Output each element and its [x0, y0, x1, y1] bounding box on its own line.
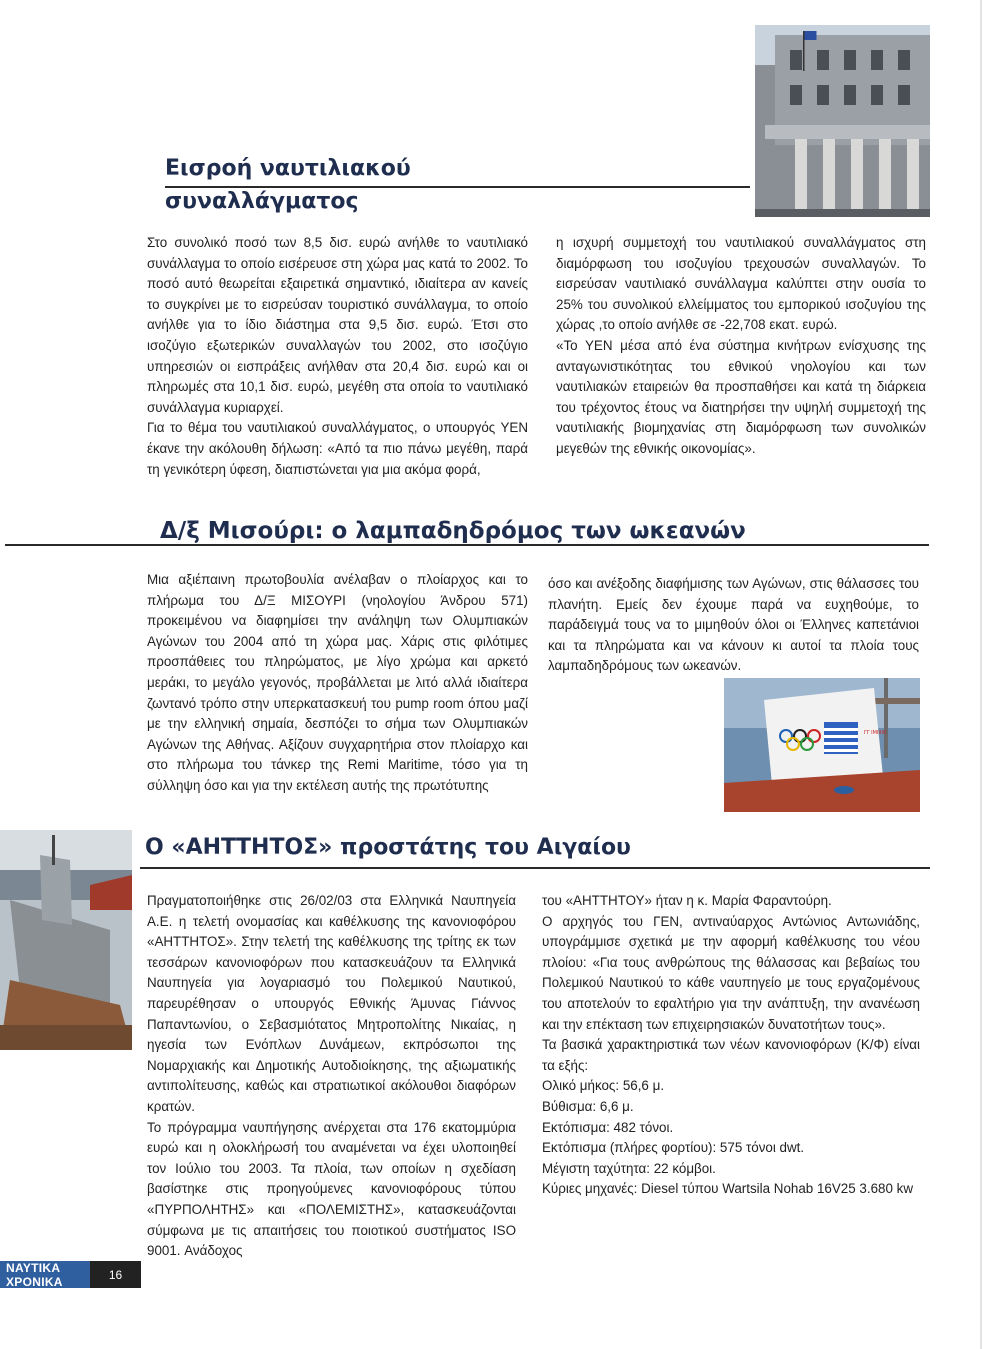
section1-left-p1: Στο συνολικό ποσό των 8,5 δισ. ευρώ ανήλθε το ναυτιλιακό συνάλλαγμα το οποίο εισέρευσε στη χώρα μας κατά το 2002. Το ποσό αυτό θεωρείται εξαιρετικά σημαντικό, ιδιαίτερα αν κανείς το συγκρίνει με το εισρεύσαν τουριστικό συνάλλαγμα, το οποίο ανήλθε για το ίδιο διάστημα στα 9,5 δισ. ευρώ. Έτσι στο ισοζύγιο εξωτερικών συναλλαγών του 2002, στο ισοζύγιο υπηρεσιών οι εισπράξεις ανήλθαν στα 20,4 δισ. ευρώ και οι πληρωμές στα 10,1 δισ. ευρώ, μεγέθη στα οποία το ναυτιλιακό συνάλλαγμα κυριαρχεί. — [147, 235, 528, 415]
section2-rule — [5, 544, 929, 546]
section1-right-p1: η ισχυρή συμμετοχή του ναυτιλιακού συναλλάγματος στη διαμόρφωση του ισοζυγίου τρεχουσών συναλλαγών. Το εισρεύσαν ναυτιλιακό συνάλλαγμα καλύπτει στην ουσία το 25% του συνολικού ελλείμματος του εμπορικού ισοζυγίου της χώρας ,το οποίο ανήλθε σε -22,708 εκατ. ευρώ. — [556, 235, 926, 333]
section2-left-p1: Μια αξιέπαινη πρωτοβουλία ανέλαβαν ο πλοίαρχος και το πλήρωμα του Δ/Ξ ΜΙΣΟΥΡΙ (νηολογίου Άνδρου 571) προκειμένου να διαφημίσει την ανάληψη των Ολυμπιακών Αγώνων του 2004 από τη χώρα μας. Χάρις στις φιλότιμες προσπάθειες του πληρώματος, με λίγο χρώμα και αρκετό μεράκι, το μεγάλο γεγονός, προβάλλεται με λιτό αλλά ιδιαίτερα ζωντανό τρόπο στην υπερκατασκευή του pump room όπου μαζί με την ελληνική σημαία, δεσπόζει το σήμα των Ολυμπιακών Αγώνων της Αθήνας. Αξίζουν συγχαρητήρια στον πλοίαρχο και στο πλήρωμα του τάνκερ της Remi Maritime, τόσο για τη σύλληψη όσο και για την εκτέλεση αυτής της πρωτότυπης — [147, 572, 528, 793]
footer-magazine-name: ΝΑΥΤΙΚΑ ΧΡΟΝΙΚΑ — [0, 1261, 90, 1288]
ship-deck-flag-text: ΓΓ ΙΜΙΙΙΙΙΙ — [864, 730, 886, 736]
spec-draft: Βύθισμα: 6,6 μ. — [542, 1098, 634, 1114]
spec-max-speed: Μέγιστη ταχύτητα: 22 κόμβοι. — [542, 1160, 716, 1176]
section3-right-p1: του «ΑΗΤΤΗΤΟΥ» ήταν η κ. Μαρία Φαραντούρη. — [542, 893, 832, 908]
section2-right-p1: όσο και ανέξοδης διαφήμισης των Αγώνων, στις θάλασσες του πλανήτη. Εμείς δεν έχουμε παρά να ευχηθούμε, το παράδειγμά τους να το μιμηθούν όλοι οι Έλληνες καπετάνιοι και τα πληρώματα και να κάνουν κι αυτοί τα πλοία τους λαμπαδηδρόμους των ωκεανών. — [548, 576, 919, 674]
section2-left-column — [147, 570, 528, 797]
section1-left-column — [147, 233, 528, 480]
section3-left-p1: Πραγματοποιήθηκε στις 26/02/03 στα Ελληνικά Ναυπηγεία Α.Ε. η τελετή ονομασίας και καθέλκυσης της κανονιοφόρου «ΑΗΤΤΗΤΟΣ». Στην τελετή της καθέλκυσης της τρίτης εκ των τεσσάρων κανονιοφόρων που κατασκευάζουν τα Ελληνικά Ναυπηγεία για λογαριασμό του Πολεμικού Ναυτικού, παρευρέθησαν ο υπουργός Εθνικής Άμυνας Γιάννος Παπαντωνίου, ο Σεβασμιότατος Μητροπολίτης Νικαίας, η ηγεσία των Ενόπλων Δυνάμεων, εκπρόσωποι της Νομαρχιακής και Δημοτικής Αυτοδιοίκησης, της αξιωματικής αντιπολίτευσης, καθώς και στρατιωτικοί ακόλουθοι διαφόρων κρατών. — [147, 893, 516, 1114]
tanker-pump-room-photo — [724, 678, 920, 812]
section2-title: Δ/ξ Μισούρι: ο λαμπαδηδρόμος των ωκεανών — [160, 518, 746, 544]
page-footer — [0, 1261, 141, 1288]
spec-main-engines: Κύριες μηχανές: Diesel τύπου Wartsila Nohab 16V25 3.680 kw — [542, 1181, 914, 1197]
section3-rule — [140, 867, 930, 869]
gunboat-launch-photo — [0, 830, 132, 1050]
footer-page-number: 16 — [90, 1261, 141, 1288]
section3-left-column — [147, 891, 516, 1262]
page-edge — [980, 0, 982, 1349]
section1-title-line2: συναλλάγματος — [165, 189, 359, 214]
section3-right-p3: Τα βασικά χαρακτηριστικά των νέων κανονιοφόρων (Κ/Φ) είναι τα εξής: — [542, 1037, 920, 1073]
section1-right-p2: «Το ΥΕΝ μέσα από ένα σύστημα κινήτρων ενίσχυσης της ανταγωνιστικότητας του εθνικού νηολογίου και των ναυτιλιακών εταιρειών θα προσπαθήσει και κατά τη διάρκεια του τρέχοντος έτους να διατηρήσει την υψηλή συμμετοχή της ναυτιλιακής βιομηχανίας στη διαμόρφωση των συνολικών μεγεθών της εθνικής οικονομίας». — [556, 337, 926, 456]
section1-rule — [165, 186, 750, 188]
section1-left-p2: Για το θέμα του ναυτιλιακού συναλλάγματος, ο υπουργός ΥΕΝ έκανε την ακόλουθη δήλωση: «Από τα πιο πάνω μεγέθη, παρά τη γενικότερη ύφεση, διαπιστώνεται για μια ακόμα φορά, — [147, 420, 528, 477]
section2-right-column — [548, 574, 919, 677]
spec-displacement: Εκτόπισμα: 482 τόνοι. — [542, 1119, 674, 1135]
section1-title — [165, 152, 411, 218]
section3-left-p2: Το πρόγραμμα ναυπήγησης ανέρχεται στα 176 εκατομμύρια ευρώ και η ολοκλήρωσή του αναμένεται να έχει υλοποιηθεί τον Ιούλιο του 2003. Τα πλοία, των οποίων η σχεδίαση βασίστηκε στις προηγούμενες κανονιοφόρους τύπου «ΠΥΡΠΟΛΗΤΗΣ» και «ΠΟΛΕΜΙΣΤΗΣ», κατασκευάζονται σύμφωνα με τις απαιτήσεις του ποιοτικού συστήματος ISO 9001. Ανάδοχος — [147, 1119, 516, 1259]
section1-right-column — [556, 233, 926, 460]
section1-title-line1: Εισροή ναυτιλιακού — [165, 156, 411, 181]
section3-title: Ο «ΑΗΤΤΗΤΟΣ» προστάτης του Αιγαίου — [145, 835, 631, 860]
spec-length: Ολικό μήκος: 56,6 μ. — [542, 1078, 665, 1094]
spec-full-displacement: Εκτόπισμα (πλήρες φορτίου): 575 τόνοι dwt. — [542, 1140, 805, 1156]
bank-building-photo — [755, 25, 930, 217]
section3-right-p2: Ο αρχηγός του ΓΕΝ, αντιναύαρχος Αντώνιος Αντωνιάδης, υπογράμμισε σχετικά με την αφορμή καθέλκυσης του νέου πλοίου: «Για τους ανθρώπους της θάλασσας και βεβαίως του Πολεμικού Ναυτικού το κάθε ναυπηγείο με τους εργαζομένους του αποτελούν το εφαλτήριο για την ανάπτυξη, την ανανέωση και την επέκταση των επιχειρησιακών δυνατοτήτων τους». — [542, 913, 920, 1032]
section3-right-column — [542, 891, 920, 1200]
